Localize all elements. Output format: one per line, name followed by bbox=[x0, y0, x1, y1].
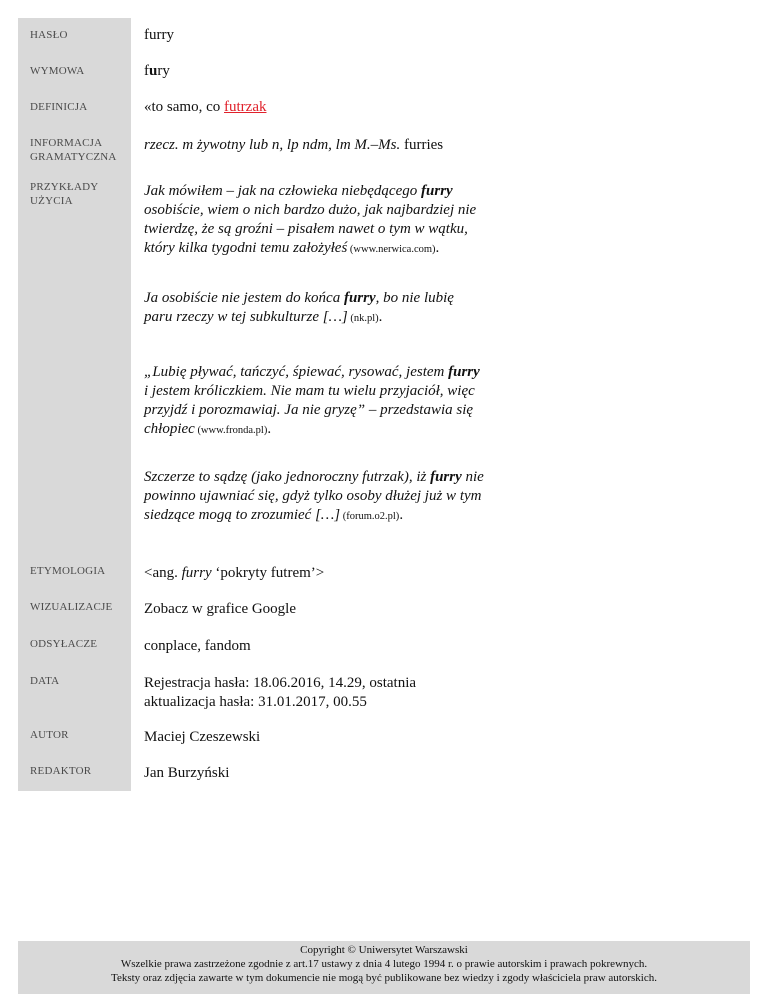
footer-rights: Wszelkie prawa zastrzeżone zgodnie z art.17 ustawy z dnia 4 lutego 1994 r. o prawie autorskim i prawach pokrewnych. bbox=[120, 958, 648, 970]
cross-references: conplace, fandom bbox=[144, 638, 251, 654]
headword: furry bbox=[144, 27, 174, 43]
label-redaktor: REDAKTOR bbox=[30, 765, 92, 777]
grammar-info: rzecz. m żywotny lub n, lp ndm, lm M.–Ms. furries bbox=[144, 137, 444, 153]
label-przyklady-uzycia: PRZYKŁADY UŻYCIA bbox=[30, 181, 99, 207]
editor-name: Jan Burzyński bbox=[144, 765, 230, 781]
etymology: <ang. furry ‘pokryty futrem’> bbox=[144, 565, 325, 581]
label-informacja-gramatyczna: INFORMACJA GRAMATYCZNA bbox=[30, 137, 117, 163]
example-1: Jak mówiłem – jak na człowieka niebędącego furry osobiście, wiem o nich bardzo dużo, jak najbardziej nie twierdzę, że są groźni – pisałem nawet o tym w wątku, który kilka tygodni temu założyłeś (www.nerwica.com). bbox=[144, 183, 477, 256]
example-3: „Lubię pływać, tańczyć, śpiewać, rysować, jestem furry i jestem króliczkiem. Nie mam tu wielu przyjaciół, więc przyjdź i porozmawiaj. Ja nie gryzę” – przedstawia się chłopiec (www.fronda.pl). bbox=[144, 364, 480, 437]
label-data: DATA bbox=[30, 675, 60, 687]
label-odsylacze: ODSYŁACZE bbox=[30, 638, 98, 650]
label-wymowa: WYMOWA bbox=[30, 65, 85, 77]
footer-copyright: Copyright © Uniwersytet Warszawski bbox=[300, 944, 468, 956]
entry-dates: Rejestracja hasła: 18.06.2016, 14.29, ostatnia aktualizacja hasła: 31.01.2017, 00.55 bbox=[144, 675, 417, 710]
stressed-vowel: u bbox=[149, 63, 158, 79]
label-etymologia: ETYMOLOGIA bbox=[30, 565, 106, 577]
link-futrzak[interactable]: futrzak bbox=[224, 99, 267, 115]
author-name: Maciej Czeszewski bbox=[144, 729, 261, 745]
label-autor: AUTOR bbox=[30, 729, 69, 741]
link-zobacz-w-grafice-google[interactable]: Zobacz w grafice Google bbox=[144, 601, 297, 617]
example-4: Szczerze to sądzę (jako jednoroczny futrzak), iż furry nie powinno ujawniać się, gdyż tylko osoby dłużej już w tym siedzące mogą to zrozumieć […] (forum.o2.pl). bbox=[144, 469, 484, 523]
footer-usage: Teksty oraz zdjęcia zawarte w tym dokumencie nie mogą być publikowane bez wiedzy i zgody właściciela praw autorskich. bbox=[111, 972, 657, 984]
label-definicja: DEFINICJA bbox=[30, 101, 88, 113]
label-haslo: HASŁO bbox=[30, 29, 68, 41]
copyright-footer bbox=[18, 941, 750, 994]
label-wizualizacje: WIZUALIZACJE bbox=[30, 601, 113, 613]
pronunciation: fury bbox=[144, 63, 170, 79]
example-2: Ja osobiście nie jestem do końca furry, bo nie lubię paru rzeczy w tej subkulturze […] (nk.pl). bbox=[144, 290, 454, 325]
definition: «to samo, co futrzak bbox=[144, 99, 267, 115]
